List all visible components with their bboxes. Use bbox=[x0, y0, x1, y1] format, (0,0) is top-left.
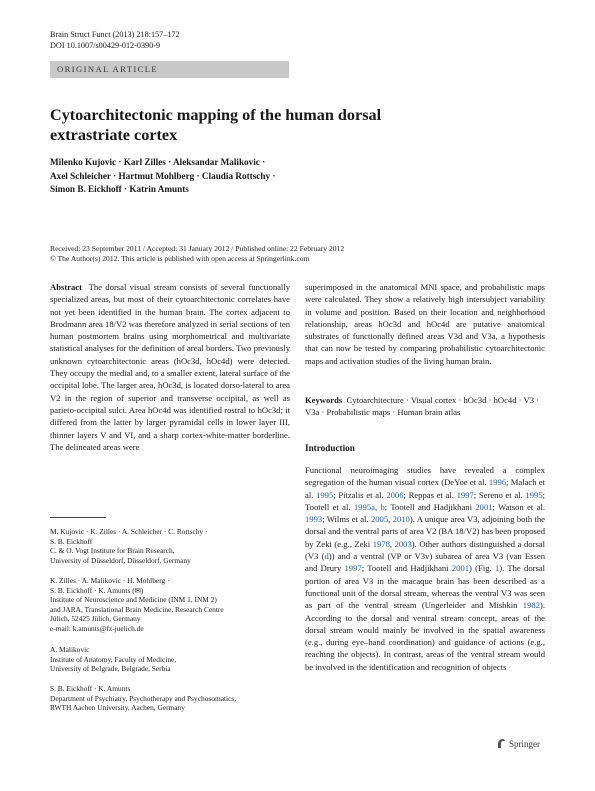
affiliation-block bbox=[50, 645, 290, 674]
intro-text-run: ) (Fig. bbox=[469, 563, 495, 574]
intro-text-run: ; Wilms et al. bbox=[322, 514, 371, 525]
affiliation-line: K. Zilles · A. Malikovic · H. Mohlberg · bbox=[50, 576, 170, 585]
keywords-text: Cytoarchitecture · Visual cortex · hOc3d · hOc4d · V3 · V3a · Probabilistic maps · Human brain atlas bbox=[305, 395, 540, 418]
author-list bbox=[50, 156, 410, 197]
citation-link[interactable]: 1995 bbox=[316, 489, 334, 500]
intro-text-run: Functional neuroimaging studies have revealed a complex segregation of the human visual cortex (DeYoe et al. bbox=[305, 465, 545, 488]
affiliation-line: Jülich, 52425 Jülich, Germany bbox=[50, 614, 141, 624]
article-type-band bbox=[50, 61, 289, 78]
intro-text-run: , bbox=[389, 538, 395, 549]
doi: DOI 10.1007/s00429-012-0390-9 bbox=[50, 40, 161, 50]
introduction-heading: Introduction bbox=[305, 443, 355, 453]
citation-link[interactable]: 1978 bbox=[372, 538, 390, 549]
publisher-logo bbox=[496, 738, 540, 749]
citation-link[interactable]: 1997 bbox=[456, 489, 474, 500]
citation-link[interactable]: 1996 bbox=[488, 477, 507, 488]
intro-text-run: ; Watson et al. bbox=[492, 501, 546, 512]
intro-text-run: ; Reppas et al. bbox=[403, 489, 457, 500]
keywords bbox=[305, 394, 545, 419]
intro-text-run: ; Tootell and Hadjikhani bbox=[384, 501, 476, 512]
affiliation-line: S. B. Eickhoff · K. Amunts (✉) bbox=[50, 585, 144, 595]
citation-link[interactable]: 1982 bbox=[522, 600, 540, 611]
intro-text-run: ; Tootell et al. bbox=[305, 489, 545, 512]
article-type: ORIGINAL ARTICLE bbox=[57, 64, 159, 74]
affiliation-line: Institute of Neuroscience and Medicine (INM 1, INM 2) bbox=[50, 595, 217, 605]
affiliation-block bbox=[50, 684, 290, 713]
intro-text-run: ). The dorsal portion of area V3 in the macaque brain has been described as a functional unit of the dorsal stream, whereas the ventral V3 was seen as part of the ventral stream (Ungerleider and Mishkin bbox=[305, 563, 546, 611]
authors-line: Simon B. Eickhoff · Katrin Amunts bbox=[50, 184, 189, 194]
abstract-heading: Abstract bbox=[50, 282, 82, 292]
citation-link[interactable]: 1995 bbox=[525, 489, 543, 500]
intro-text-run: ). According to the dorsal and ventral stream concept, areas of the dorsal stream would mainly be involved in the spatial awareness (e.g., during eye–hand coordination) and guidance of actions (e.g., reaching the objects). In contrast, areas of the ventral stream would be involved in the identification and recognition of objects bbox=[305, 600, 545, 672]
affiliation-line: M. Kujovic · K. Zilles · A. Schleicher · C. Rottschy · bbox=[50, 527, 208, 536]
citation-link[interactable]: 1993 bbox=[305, 514, 323, 525]
intro-text-run: ; Tootell and Hadjikhani bbox=[361, 563, 452, 574]
publication-dates bbox=[50, 244, 344, 264]
citation-link[interactable]: 2003 bbox=[394, 538, 412, 549]
citation-link[interactable]: 1 bbox=[494, 563, 500, 574]
citation-link[interactable]: 2010 bbox=[392, 514, 410, 525]
abstract-text-left: The dorsal visual stream consists of several functionally specialized areas, but most of their cytoarchitectonic correlates have not yet been identified in the human brain. The cortex adjacent to Brodmann area 18/V2 was therefore analyzed in serial sections of ten human postmortem brains using morphometrical and multivariate statistical analyses for the definition of areal borders. Two previously unknown cytoarchitectonic areas (hOc3d, hOc4d) were detected. They occupy the medial and, to a smaller extent, lateral surface of the occipital lobe. The larger area, hOc3d, is located dorso-lateral to area V2 in the region of superior and transverse occipital, as well as parieto-occipital sulci. Area hOc4d was identified rostral to hOc3d; it differed from the latter by larger pyramidal cells in lower layer III, thinner layers V and VI, and a sharp cortex-white-matter borderline. The delineated areas were bbox=[50, 282, 291, 452]
abstract-left bbox=[50, 281, 290, 453]
affiliation-block bbox=[50, 576, 290, 634]
citation-link[interactable]: b bbox=[380, 501, 385, 512]
intro-text-run: ). A unique area V3, adjoining both the dorsal and the ventral parts of area V2 (BA 18/V2) has been proposed by Zeki (e.g., Zeki bbox=[305, 514, 545, 549]
affiliation-line: University of Belgrade, Belgrade, Serbia bbox=[50, 664, 171, 674]
title-line: extrastriate cortex bbox=[50, 125, 178, 144]
publisher-name: Springer bbox=[509, 738, 540, 749]
title-line: Cytoarchitectonic mapping of the human dorsal bbox=[50, 106, 382, 124]
intro-text-run: ; Malach et al. bbox=[305, 477, 545, 500]
affiliation-line: and JARA, Translational Brain Medicine, Research Centre bbox=[50, 604, 224, 614]
citation-link[interactable]: d bbox=[324, 551, 329, 562]
intro-text-run: , bbox=[388, 514, 393, 525]
affiliation-block bbox=[50, 527, 290, 565]
springer-horse-icon bbox=[496, 738, 506, 749]
affiliation-line: S. B. Eickhoff · K. Amunts bbox=[50, 684, 131, 693]
intro-text-run: ; Pitzalis et al. bbox=[333, 489, 387, 500]
introduction-text bbox=[305, 464, 545, 673]
intro-text-run: ). Other authors distinguished a dorsal (V3 ( bbox=[305, 538, 546, 562]
citation-link[interactable]: 1997 bbox=[344, 563, 362, 574]
citation-link[interactable]: 2001 bbox=[451, 563, 470, 574]
affiliation-line: S. B. Eickhoff bbox=[50, 536, 93, 546]
intro-text-run: , bbox=[374, 501, 381, 512]
copyright-line: © The Author(s) 2012. This article is published with open access at Springerlink.com bbox=[50, 254, 310, 263]
affiliation-line: C. & O. Vogt Institute for Brain Research, bbox=[50, 546, 175, 556]
paper-title bbox=[50, 106, 470, 145]
footnote-rule bbox=[50, 517, 106, 518]
journal-citation: Brain Struct Funct (2013) 218:157–172 bbox=[50, 30, 180, 39]
affiliation-line: RWTH Aachen University, Aachen, Germany bbox=[50, 703, 185, 713]
email-line[interactable]: e-mail: k.amunts@fz-juelich.de bbox=[50, 623, 144, 633]
intro-text-run: )) and a ventral (VP or V3v) subarea of area V3 (van Essen and Drury bbox=[305, 551, 545, 574]
keywords-heading: Keywords bbox=[305, 395, 343, 405]
affiliation-line: University of Düsseldorf, Düsseldorf, Germany bbox=[50, 555, 191, 565]
authors-line: Milenko Kujovic · Karl Zilles · Aleksandar Malikovic · bbox=[50, 157, 266, 167]
citation-link[interactable]: 2005 bbox=[370, 514, 389, 525]
history-line: Received: 23 September 2011 / Accepted: 31 January 2012 / Published online: 22 February 2012 bbox=[50, 244, 345, 253]
intro-text-run: ; Sereno et al. bbox=[473, 489, 526, 500]
affiliation-line: Department of Psychiatry, Psychotherapy and Psychosomatics, bbox=[50, 693, 237, 703]
affiliation-line: A. Malikovic bbox=[50, 645, 90, 654]
citation-link[interactable]: 2006 bbox=[386, 489, 404, 500]
abstract-text-right: superimposed in the anatomical MNI space, and probabilistic maps were calculated. They show a relatively high intersubject variability in volume and position. Based on their location and neighborhood relationship, areas hOc3d and hOc4d are putative anatomical substrates of functionally defined areas V3d and V3a, a hypothesis that can now be tested by comparing probabilistic cytoarchitectonic maps and activation studies of the living human brain. bbox=[305, 282, 545, 366]
affiliation-line: Institute of Anatomy, Faculty of Medicine, bbox=[50, 654, 177, 664]
citation-link[interactable]: 1995a bbox=[353, 501, 375, 512]
journal-meta bbox=[50, 30, 180, 51]
citation-link[interactable]: 2001 bbox=[475, 501, 493, 512]
authors-line: Axel Schleicher · Hartmut Mohlberg · Claudia Rottschy · bbox=[50, 170, 276, 181]
abstract-right bbox=[305, 281, 545, 367]
